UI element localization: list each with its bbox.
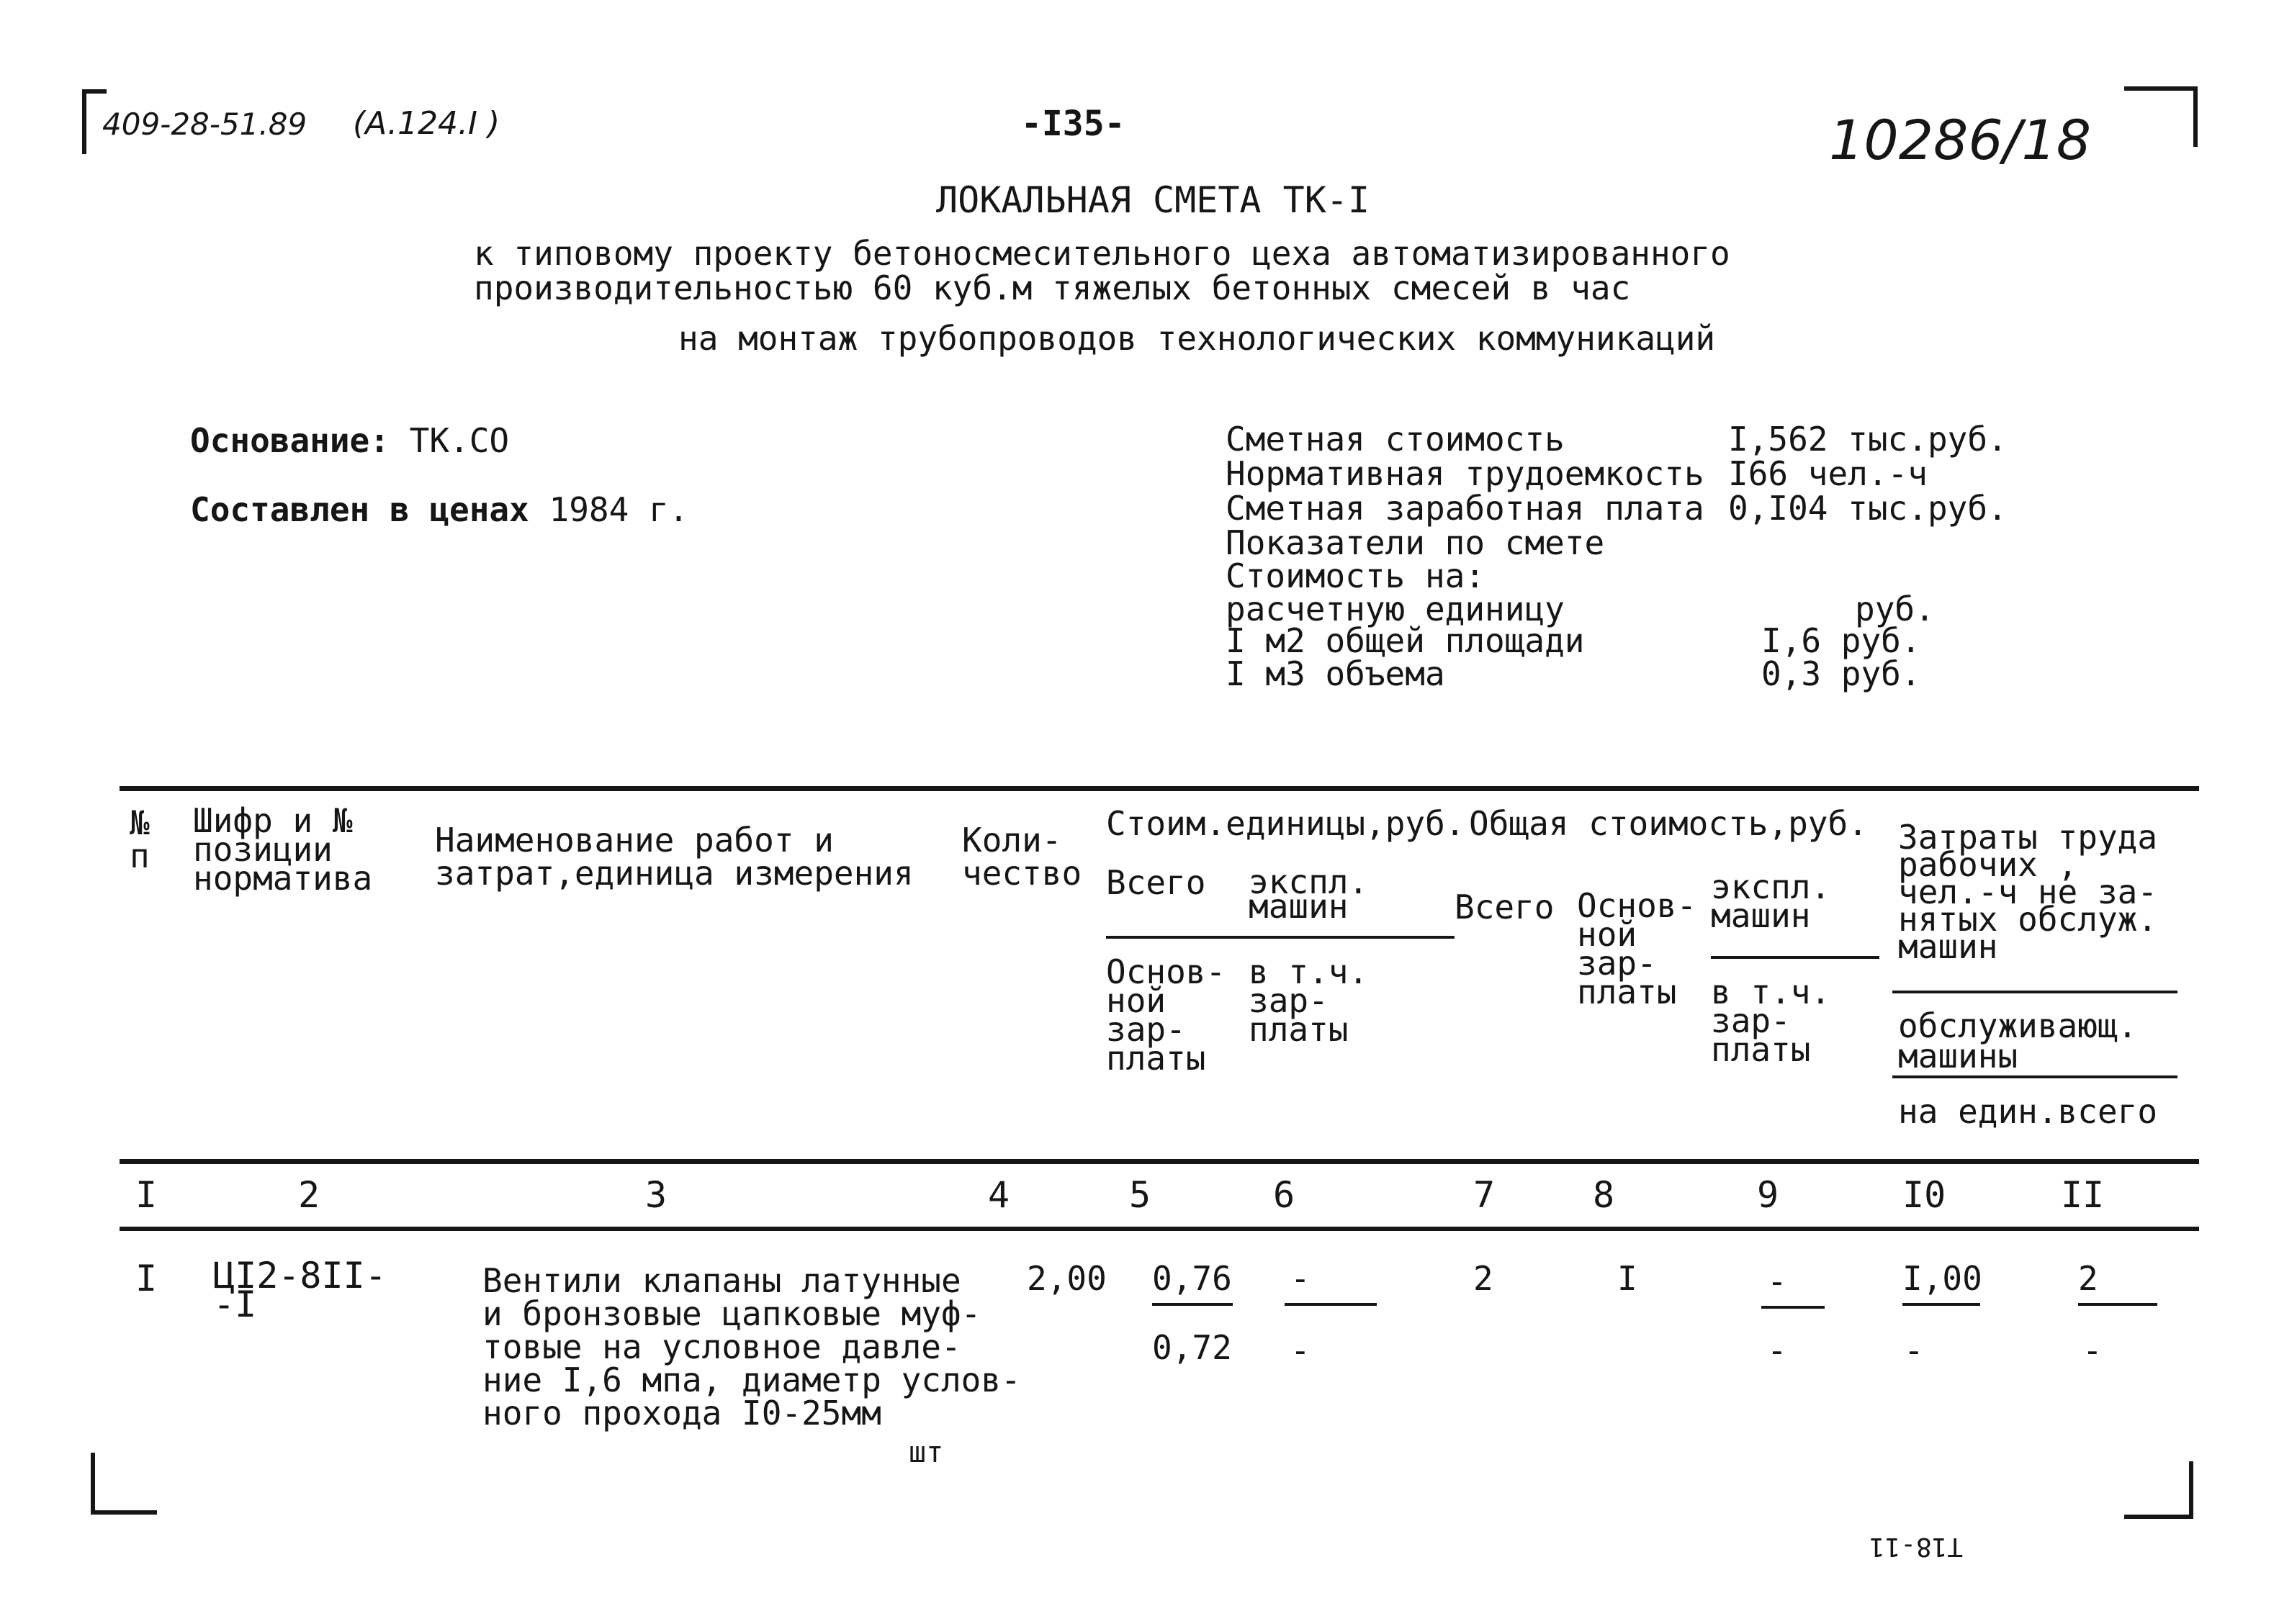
header-labor: Затраты труда рабочих , чел.-ч не за- нятых обслуж. машин	[1898, 818, 2158, 966]
row-unit-mach: -	[1285, 1261, 1377, 1306]
wages-value: 0,I04 тыс.руб.	[1728, 489, 2008, 528]
unit-label: расчетную единицу	[1226, 590, 1565, 628]
table-top-rule	[120, 786, 2199, 791]
title-line-2: производительностью 60 куб.м тяжелых бетонных смесей в час	[474, 269, 1631, 307]
column-number-3: 3	[645, 1174, 667, 1216]
row-code: ЦI2-8II- -I	[213, 1255, 387, 1325]
header-bottom-rule	[120, 1159, 2199, 1164]
m3-label: I м3 объема	[1226, 654, 1445, 693]
cost-per-label: Стоимость на:	[1226, 556, 1485, 595]
row-unit-mach-wage: -	[1290, 1331, 1311, 1370]
column-number-9: 9	[1757, 1174, 1779, 1216]
header-unit-cost-group: Стоим.единицы,руб.	[1106, 804, 1465, 843]
column-number-1: I	[135, 1174, 158, 1216]
header-unit-total: Всего	[1106, 863, 1206, 902]
row-quantity: 2,00	[1027, 1259, 1107, 1298]
sheet-code: T18-11	[1869, 1532, 1964, 1561]
header-unit-mach-wage: в т.ч. зар- платы	[1249, 952, 1369, 1049]
column-number-5: 5	[1129, 1174, 1151, 1216]
header-total-mach: экспл. машин	[1711, 867, 1831, 935]
header-total-mach-wage: в т.ч. зар- платы	[1711, 973, 1831, 1069]
m2-value: I,6 руб.	[1761, 621, 1921, 660]
header-name: Наименование работ и затрат,единица измерения	[435, 821, 914, 893]
title-line-1: к типовому проекту бетоносмесительного цеха автоматизированного	[474, 234, 1730, 273]
album-code: (A.124.I )	[353, 105, 500, 142]
row-labor-unit: I,00	[1902, 1261, 1980, 1306]
header-total-cost-group: Общая стоимость,руб.	[1469, 804, 1868, 843]
header-code: Шифр и № позиции норматива	[193, 801, 373, 898]
handwritten-number: 10286/18	[1829, 108, 2092, 172]
unit-cost-mach-rule	[1106, 936, 1455, 939]
row-total-mach-wage: -	[1767, 1331, 1787, 1370]
row-unit-total: 0,76	[1152, 1261, 1233, 1306]
row-total-wage: I	[1617, 1259, 1637, 1298]
prices-year: 1984 г.	[549, 490, 689, 529]
labor-label: Нормативная трудоемкость	[1226, 454, 1704, 493]
header-unit-mach: экспл. машин	[1249, 862, 1369, 926]
corner-bottom-left-v	[91, 1453, 95, 1515]
column-number-10: I0	[1902, 1174, 1946, 1216]
basis-line	[190, 423, 509, 458]
estimated-cost-label: Сметная стоимость	[1226, 420, 1565, 459]
row-labor-total: 2	[2078, 1261, 2157, 1306]
column-number-11: II	[2061, 1174, 2105, 1216]
prices-line	[190, 492, 688, 527]
page-title: ЛОКАЛЬНАЯ СМЕТА ТК-I	[936, 179, 1370, 221]
column-numbers-rule	[120, 1227, 2199, 1231]
corner-bottom-left-h	[91, 1510, 157, 1515]
title-line-3: на монтаж трубопроводов технологических коммуникаций	[678, 319, 1716, 358]
corner-top-right-v	[2193, 86, 2198, 147]
row-labor-unit-sub: -	[1904, 1331, 1924, 1370]
row-labor-total-sub: -	[2082, 1331, 2103, 1370]
indicators-label: Показатели по смете	[1226, 523, 1605, 562]
prices-label: Составлен в ценах	[190, 490, 529, 529]
estimated-cost-value: I,562 тыс.руб.	[1728, 420, 2008, 459]
row-unit-wage: 0,72	[1152, 1328, 1232, 1367]
document-code: 409-28-51.89	[102, 107, 307, 142]
corner-top-right-h	[2124, 86, 2196, 91]
header-total: Всего	[1455, 888, 1555, 926]
unit-value: руб.	[1855, 590, 1935, 628]
corner-top-left-h	[82, 89, 107, 94]
basis-value: ТК.СО	[409, 421, 510, 460]
header-labor-units: на един.всего	[1898, 1092, 2158, 1131]
corner-bottom-right-v	[2189, 1461, 2193, 1519]
header-row-number: № п	[130, 803, 150, 875]
row-total-mach: -	[1761, 1264, 1825, 1309]
basis-label: Основание:	[190, 421, 390, 460]
labor-value: I66 чел.-ч	[1728, 454, 1928, 493]
row-total: 2	[1473, 1259, 1493, 1298]
row-number: I	[135, 1258, 158, 1299]
row-unit: шт	[909, 1436, 944, 1469]
page-number: -I35-	[1021, 104, 1125, 144]
column-number-2: 2	[298, 1174, 320, 1216]
labor-rule-1	[1892, 991, 2177, 993]
header-unit-wage: Основ- ной зар- платы	[1106, 952, 1226, 1078]
corner-top-left-v	[82, 89, 86, 154]
header-total-wage: Основ- ной зар- платы	[1577, 886, 1697, 1011]
header-quantity: Коли- чество	[962, 821, 1082, 893]
row-name: Вентили клапаны латунные и бронзовые цапковые муф- товые на условное давле- ние I,6 мпа, диаметр услов- ного прохода I0-25мм	[482, 1261, 1021, 1433]
total-mach-rule	[1711, 956, 1879, 959]
m3-value: 0,3 руб.	[1761, 654, 1921, 693]
header-labor-sub: обслуживающ. машины	[1898, 1006, 2138, 1075]
m2-label: I м2 общей площади	[1226, 621, 1585, 660]
column-number-7: 7	[1473, 1174, 1496, 1216]
wages-label: Сметная заработная плата	[1226, 489, 1704, 528]
labor-rule-2	[1892, 1075, 2177, 1078]
column-number-8: 8	[1593, 1174, 1615, 1216]
column-number-4: 4	[988, 1174, 1010, 1216]
corner-bottom-right-h	[2124, 1515, 2193, 1519]
column-number-6: 6	[1273, 1174, 1295, 1216]
